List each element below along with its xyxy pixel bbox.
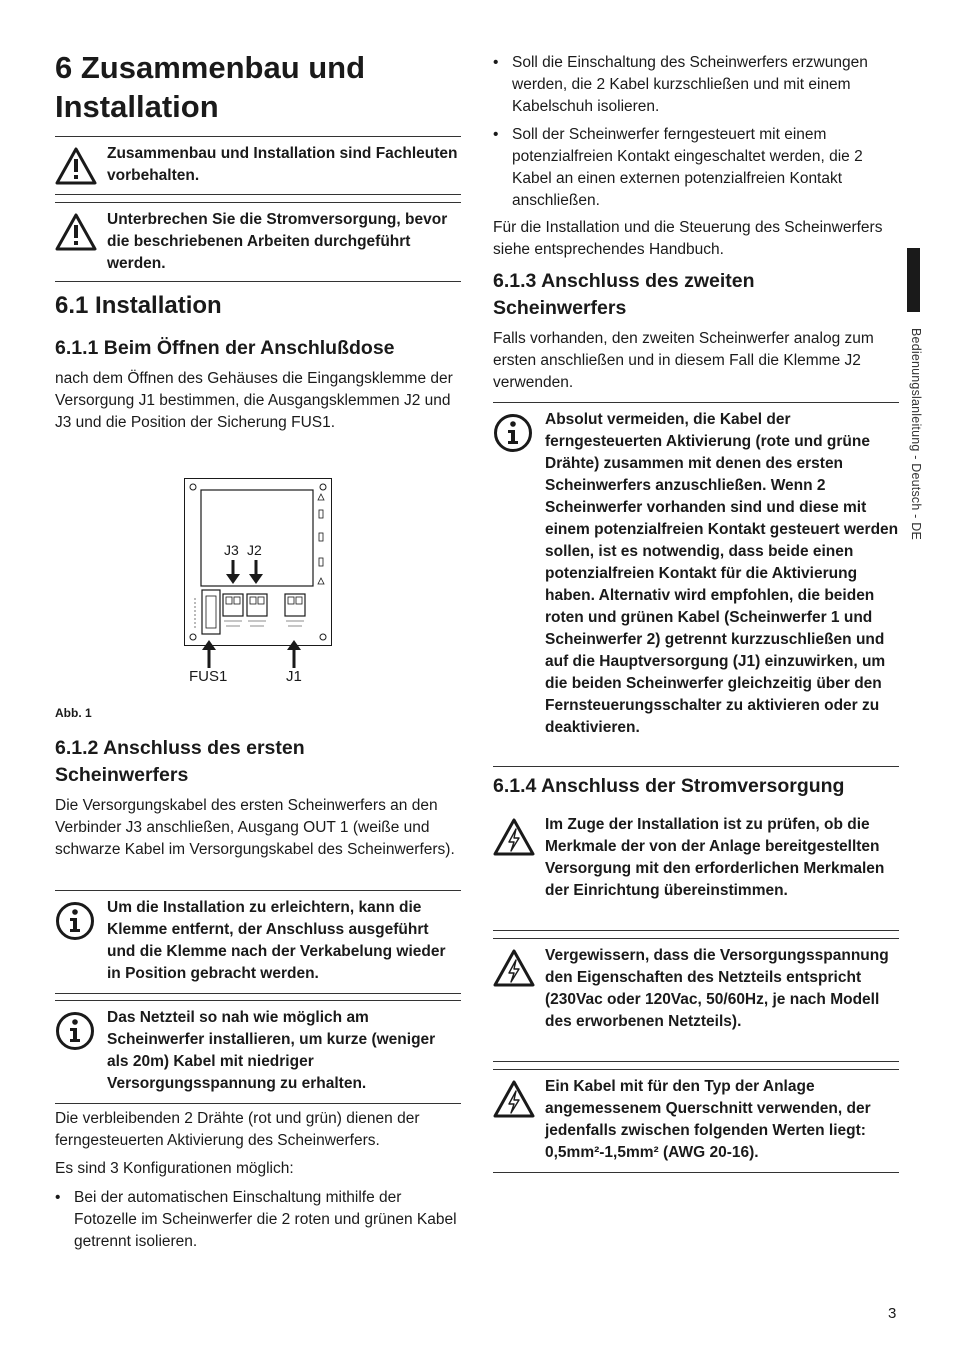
label-j1: J1 bbox=[286, 668, 302, 685]
paragraph-remaining-wires: Die verbleibenden 2 Drähte (rot und grün) dienen der ferngesteuerten Aktivierung des Scheinwerfers. bbox=[55, 1110, 420, 1149]
subsection-heading-613: 6.1.3 Anschluss des zweiten Scheinwerfers bbox=[493, 270, 755, 319]
info-icon bbox=[55, 1011, 95, 1056]
arrow-up-icon bbox=[286, 640, 302, 668]
electric-warning-note-1 bbox=[493, 808, 899, 931]
paragraph-611: nach dem Öffnen des Gehäuses die Eingangsklemme der Versorgung J1 bestimmen, die Ausgangsklemmen J2 und J3 und die Position der Sicherung FUS1. bbox=[55, 370, 453, 431]
warning-text: Im Zuge der Installation ist zu prüfen, ob die Merkmale der von der Anlage bereitgestellten Versorgung mit den erforderlichen Merkmalen der Einrichtung übereinstimmen. bbox=[545, 816, 885, 899]
subsection-heading-612: 6.1.2 Anschluss des ersten Scheinwerfers bbox=[55, 737, 305, 786]
list-item-text: Soll die Einschaltung des Scheinwerfers erzwungen werden, die 2 Kabel kurzschließen und mit einem Kabelschuh isolieren. bbox=[512, 54, 868, 115]
warning-note-qualified bbox=[55, 136, 461, 195]
figure-caption: Abb. 1 bbox=[55, 706, 92, 720]
info-icon bbox=[493, 413, 533, 458]
info-note-power-supply bbox=[55, 1000, 461, 1104]
info-text: Das Netzteil so nah wie möglich am Scheinwerfer installieren, um kurze (weniger als 20m) Kabel mit niedriger Versorgungsspannung zu erhalten. bbox=[107, 1009, 436, 1092]
bullet-marker: • bbox=[493, 54, 499, 71]
bullet-list-left bbox=[55, 1187, 461, 1259]
info-text: Absolut vermeiden, die Kabel der ferngesteuerten Aktivierung (rote und grüne Drähte) zusammen mit denen des ersten Scheinwerfers anzuschließen. Wenn 2 Scheinwerfer vorhanden sind und diese mit einem potenzialfreien Kontakt gesteuert werden sollen, ist es notwendig, dass beide einen potenzialfreien Kontakt für die Aktivierung haben. Alternativ wird empfohlen, die beiden roten und grünen Kabel (Scheinwerfer 1 und Scheinwerfer 2) getrennt kurzzuschließen und auf die Hauptversorgung (J1) einzuwirken, um die beiden Scheinwerfer gleichzeitig über den Fernsteuerungsschalter zu aktivieren oder zu deaktivieren. bbox=[545, 411, 899, 736]
label-j3: J3 bbox=[224, 542, 239, 558]
subsection-heading-611: 6.1.1 Beim Öffnen der Anschlußdose bbox=[55, 337, 395, 359]
section-heading-installation: 6.1 Installation bbox=[55, 292, 222, 319]
high-voltage-icon bbox=[493, 818, 535, 861]
info-text: Um die Installation zu erleichtern, kann die Klemme entfernt, der Anschluss ausgeführt und die Klemme nach der Verkabelung wieder in Position gebracht werden. bbox=[107, 899, 446, 982]
warning-icon bbox=[55, 213, 97, 256]
electric-warning-note-2 bbox=[493, 938, 899, 1062]
info-icon bbox=[55, 901, 95, 946]
list-item bbox=[493, 124, 899, 212]
bullet-marker: • bbox=[55, 1189, 61, 1206]
list-item-text: Soll der Scheinwerfer ferngesteuert mit einem potenzialfreien Kontakt eingeschaltet werden, die 2 Kabel an einen externen potenzialfreien Kontakt anschließen. bbox=[512, 126, 863, 209]
info-note-remote-activation bbox=[493, 402, 899, 767]
page-number: 3 bbox=[888, 1305, 897, 1322]
bullet-list-right bbox=[493, 52, 899, 218]
paragraph-configurations: Es sind 3 Konfigurationen möglich: bbox=[55, 1160, 294, 1177]
arrow-up-icon bbox=[201, 640, 217, 668]
warning-text: Zusammenbau und Installation sind Fachleuten vorbehalten. bbox=[107, 145, 458, 184]
page-title: 6 Zusammenbau und Installation bbox=[55, 50, 366, 124]
side-label: Bedienungslanleitung - Deutsch - DE bbox=[909, 328, 923, 540]
subsection-heading-614: 6.1.4 Anschluss der Stromversorgung bbox=[493, 775, 845, 797]
label-fus1: FUS1 bbox=[189, 668, 228, 685]
list-item-text: Bei der automatischen Einschaltung mithilfe der Fotozelle im Scheinwerfer die 2 roten und grünen Kabel getrennt isolieren. bbox=[74, 1189, 457, 1250]
list-item bbox=[493, 52, 899, 118]
bullet-marker: • bbox=[493, 126, 499, 143]
warning-text: Unterbrechen Sie die Stromversorgung, bevor die beschriebenen Arbeiten durchgeführt werden. bbox=[107, 211, 448, 272]
list-item bbox=[55, 1187, 461, 1253]
high-voltage-icon bbox=[493, 949, 535, 992]
paragraph-manual: Für die Installation und die Steuerung des Scheinwerfers siehe entsprechendes Handbuch. bbox=[493, 219, 883, 258]
warning-note-power bbox=[55, 202, 461, 282]
electric-warning-note-3 bbox=[493, 1069, 899, 1173]
paragraph-613: Falls vorhanden, den zweiten Scheinwerfer analog zum ersten anschließen und in diesem Fall die Klemme J2 verwenden. bbox=[493, 330, 874, 391]
warning-text: Ein Kabel mit für den Typ der Anlage angemessenem Querschnitt verwenden, der jedenfalls zwischen folgenden Werten liegt: 0,5mm²-1,5mm² (AWG 20-16). bbox=[545, 1078, 871, 1161]
warning-icon bbox=[55, 147, 97, 190]
circuit-board-figure bbox=[184, 478, 332, 646]
info-note-terminal bbox=[55, 890, 461, 994]
warning-text: Vergewissern, dass die Versorgungsspannung den Eigenschaften des Netzteils entspricht (230Vac oder 120Vac, 50/60Hz, je nach Modell des erworbenen Netzteils). bbox=[545, 947, 889, 1030]
high-voltage-icon bbox=[493, 1080, 535, 1123]
section-tab-marker bbox=[907, 248, 920, 312]
paragraph-612: Die Versorgungskabel des ersten Scheinwerfers an den Verbinder J3 anschließen, Ausgang OUT 1 (weiße und schwarze Kabel im Versorgungskabel des Scheinwerfers). bbox=[55, 797, 455, 858]
label-j2: J2 bbox=[247, 542, 262, 558]
